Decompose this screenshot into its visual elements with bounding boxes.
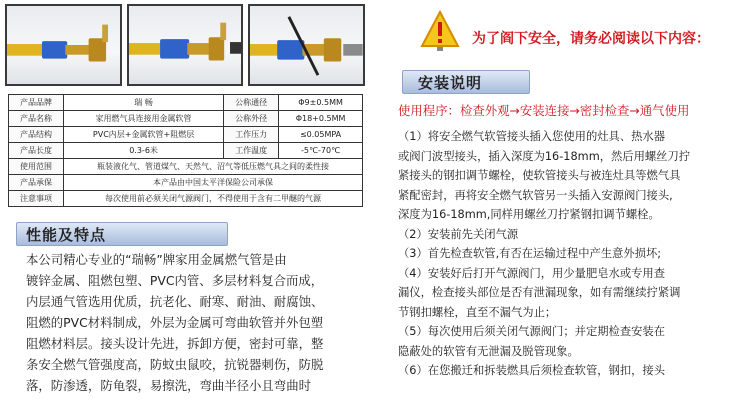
installation-line: 紧配密封，再将安全燃气软管另一头插入安源阀门接头,: [398, 188, 673, 202]
installation-line: 深度为16-18mm,同样用螺丝刀拧紧钢扣调节螺栓。: [398, 208, 660, 221]
installation-line: 隐蔽处的软管有无泄漏及脱管现象。: [398, 344, 579, 358]
product-photos: [5, 4, 365, 86]
warning-title: 为了阎下安全，请务必阅读以下内容：: [472, 31, 710, 47]
performance-line: 内层通气管选用优质，抗老化、耐寒、耐油、耐腐蚀、: [26, 294, 324, 309]
performance-line: 本公司精心专业的“瑞畅”牌家用金属燃气管是由: [26, 252, 287, 267]
performance-line: 阻燃的PVC材料制成，外层为金属可弯曲软管并外包塑: [26, 315, 324, 330]
warning-icon: [420, 10, 460, 52]
installation-line: （6）在您搬迁和拆装燃具后须检查软管，钢扣，接头: [398, 364, 666, 377]
installation-line: 漏仪，检查接头部位是否有泄漏现象，如有需继续拧紧调: [398, 286, 681, 299]
table-row: 产品名称 家用燃气具连接用金属软管 公称外径 Φ18+0.5MM: [9, 111, 363, 127]
installation-line: 或阀门波型接头，插入深度为16-18mm，然后用螺丝刀拧: [398, 149, 691, 163]
table-row: 产品结构 PVC内层+金属软管+阻燃层 工作压力 ≤0.05MPA: [9, 127, 363, 143]
performance-line: 阻燃材料层。接头设计先进，拆卸方便，密封可靠，整: [26, 336, 324, 351]
installation-line: （5）每次使用后须关闭气源阀门；并定期检查安装在: [398, 325, 666, 338]
product-photo-1: [5, 4, 122, 86]
product-photo-2: [127, 4, 244, 86]
installation-line: （3）首先检查软管,有否在运输过程中产生意外损坏;: [398, 247, 662, 260]
table-row: 产品品牌 瑞 畅 公称通径 Φ9±0.5MM: [9, 95, 363, 111]
installation-line: 紧接头的钢扣调节螺栓，使软管接头与被连灶具等燃气具: [398, 169, 681, 182]
table-row: 产品承保 本产品由中国太平洋保险公司承保: [9, 175, 363, 191]
installation-line: （2）安装前先关闭气源: [398, 227, 519, 241]
spec-table: [8, 94, 363, 207]
table-row: 产品长度 0.3-6米 工作温度 -5℃-70℃: [9, 143, 363, 159]
installation-steps: [398, 127, 738, 381]
installation-line: （1）将安全燃气软管接头插入您使用的灶具、热水器: [398, 130, 666, 143]
performance-line: 条安全燃气管强度高，防蚊虫鼠咬，抗锐器刺伤，防脱: [26, 357, 324, 372]
table-row: 使用范围 瓶装液化气、管道煤气、天然气、沼气等低压燃气具之间的柔性接: [9, 159, 363, 175]
installation-title: 安装说明: [418, 74, 483, 92]
procedure-text: 使用程序：检查外观→安装连接→密封检查→通气使用: [398, 103, 690, 118]
product-photo-3: [248, 4, 365, 86]
installation-line: 节钢扣螺栓，直至不漏气为止；: [398, 305, 557, 319]
table-row: 注意事项 每次使用前必须关闭气源阀门，不得使用于含有二甲醚的气源: [9, 191, 363, 207]
performance-line: 镀锌金属、阻燃包塑、PVC内管、多层材料复合而成，: [26, 273, 324, 288]
performance-line: 落，防渗透，防龟裂，易擦洗，弯曲半径小且弯曲时: [26, 378, 311, 393]
performance-text: [26, 249, 362, 396]
installation-line: （4）安装好后打开气源阀门，用少量肥皂水或专用查: [398, 266, 666, 280]
performance-title: 性能及特点: [26, 226, 107, 244]
